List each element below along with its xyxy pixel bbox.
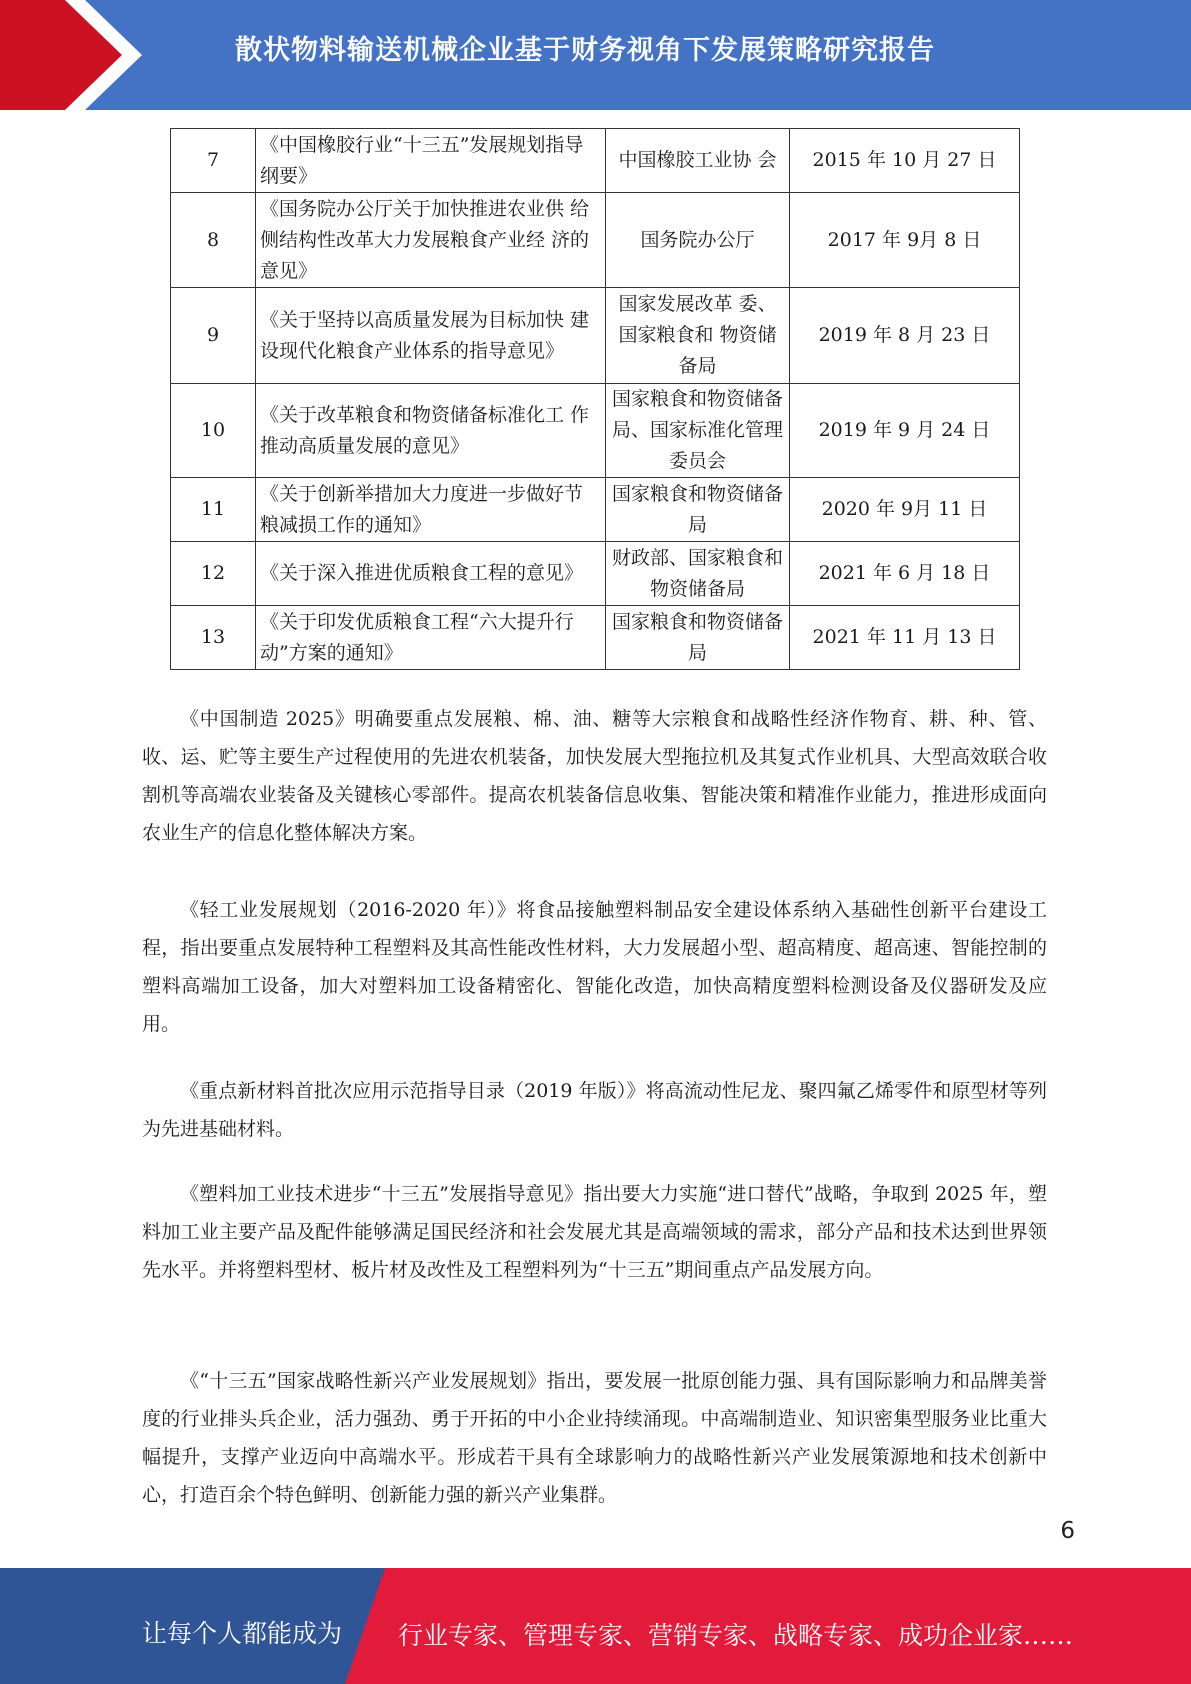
row-number: 13: [171, 606, 256, 670]
row-number: 8: [171, 193, 256, 288]
policy-name: 《关于改革粮食和物资储备标准化工 作推动高质量发展的意见》: [256, 384, 606, 478]
table-row: [171, 542, 1020, 606]
paragraph-plastics-processing: 《塑料加工业技术进步“十三五”发展指导意见》指出要大力实施“进口替代”战略，争取到 2025 年，塑料加工业主要产品及配件能够满足国民经济和社会发展尤其是高端领域的需求，部分产品和技术达到世界领先水平。并将塑料型材、板片材及改性及工程塑料列为“十三五”期间重点产品发展方向。: [142, 1183, 1047, 1281]
policy-table: [170, 128, 1020, 670]
table-row: [171, 478, 1020, 542]
issuer: 国家发展改革 委、国家粮食和 物资储备局: [606, 288, 790, 384]
issuer: 国家粮食和物资储备局: [606, 606, 790, 670]
issuer: 国务院办公厅: [606, 193, 790, 288]
report-title: 散状物料输送机械企业基于财务视角下发展策略研究报告: [235, 35, 935, 66]
paragraph-new-materials-catalog: 《重点新材料首批次应用示范指导目录（2019 年版）》将高流动性尼龙、聚四氟乙烯零件和原型材等列为先进基础材料。: [142, 1080, 1047, 1140]
row-number: 10: [171, 384, 256, 478]
policy-name: 《国务院办公厅关于加快推进农业供 给侧结构性改革大力发展粮食产业经 济的意见》: [256, 193, 606, 288]
table-row: [171, 129, 1020, 193]
policy-name: 《关于坚持以高质量发展为目标加快 建设现代化粮食产业体系的指导意见》: [256, 288, 606, 384]
paragraph-emerging-industries-plan: 《“十三五”国家战略性新兴产业发展规划》指出，要发展一批原创能力强、具有国际影响力和品牌美誉度的行业排头兵企业，活力强劲、勇于开拓的中小企业持续涌现。中高端制造业、知识密集型服务业比重大幅提升，支撑产业迈向中高端水平。形成若干具有全球影响力的战略性新兴产业发展策源地和技术创新中心，打造百余个特色鲜明、创新能力强的新兴产业集群。: [142, 1370, 1047, 1506]
table-row: [171, 606, 1020, 670]
page-header: [0, 0, 1191, 110]
policy-name: 《中国橡胶行业“十三五”发展规划指导纲要》: [256, 129, 606, 193]
page-number: 6: [1060, 1518, 1075, 1544]
issue-date: 2015 年 10 月 27 日: [790, 129, 1020, 193]
row-number: 7: [171, 129, 256, 193]
issue-date: 2021 年 11 月 13 日: [790, 606, 1020, 670]
issue-date: 2020 年 9月 11 日: [790, 478, 1020, 542]
row-number: 12: [171, 542, 256, 606]
table-row: [171, 288, 1020, 384]
issuer: 中国橡胶工业协 会: [606, 129, 790, 193]
footer-slogan-right: 行业专家、管理专家、营销专家、战略专家、成功企业家……: [398, 1621, 1074, 1650]
issuer: 财政部、国家粮食和物资储备局: [606, 542, 790, 606]
issue-date: 2019 年 8 月 23 日: [790, 288, 1020, 384]
paragraph-light-industry-plan: 《轻工业发展规划（2016-2020 年）》将食品接触塑料制品安全建设体系纳入基础性创新平台建设工程，指出要重点发展特种工程塑料及其高性能改性材料，大力发展超小型、超高精度、超高速、智能控制的塑料高端加工设备，加大对塑料加工设备精密化、智能化改造，加快高精度塑料检测设备及仪器研发及应用。: [142, 899, 1047, 1035]
row-number: 11: [171, 478, 256, 542]
issue-date: 2017 年 9月 8 日: [790, 193, 1020, 288]
issue-date: 2019 年 9 月 24 日: [790, 384, 1020, 478]
page-footer: [0, 1568, 1191, 1684]
policy-name: 《关于印发优质粮食工程“六大提升行动”方案的通知》: [256, 606, 606, 670]
issuer: 国家粮食和物资储备局、国家标准化管理委员会: [606, 384, 790, 478]
issuer: 国家粮食和物资储备局: [606, 478, 790, 542]
footer-slogan-left: 让每个人都能成为: [142, 1619, 343, 1648]
row-number: 9: [171, 288, 256, 384]
policy-name: 《关于深入推进优质粮食工程的意见》: [256, 542, 606, 606]
issue-date: 2021 年 6 月 18 日: [790, 542, 1020, 606]
table-row: [171, 193, 1020, 288]
policy-name: 《关于创新举措加大力度进一步做好节粮减损工作的通知》: [256, 478, 606, 542]
table-row: [171, 384, 1020, 478]
paragraph-made-in-china-2025: 《中国制造 2025》明确要重点发展粮、棉、油、糖等大宗粮食和战略性经济作物育、耕、种、管、收、运、贮等主要生产过程使用的先进农机装备，加快发展大型拖拉机及其复式作业机具、大型高效联合收割机等高端农业装备及关键核心零部件。提高农机装备信息收集、智能决策和精准作业能力，推进形成面向农业生产的信息化整体解决方案。: [142, 708, 1047, 844]
